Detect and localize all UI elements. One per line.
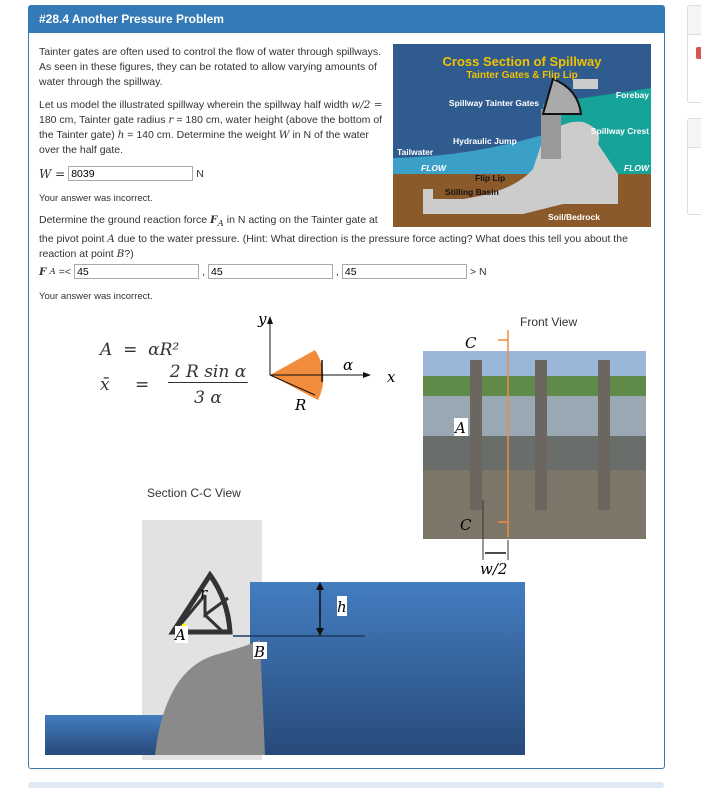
- a-label-front: A: [455, 419, 466, 437]
- radius-label: R: [295, 396, 307, 414]
- fa-symbol: F: [39, 265, 47, 278]
- fa-sub: A: [49, 266, 56, 277]
- xbar-label: x̄: [100, 375, 110, 395]
- weight-input[interactable]: [68, 166, 193, 181]
- w2-label: w/2: [480, 560, 508, 578]
- w-label: W =: [39, 166, 66, 181]
- unit-n: N: [196, 167, 204, 180]
- q2-text: Determine the ground reaction force $F_A$ in N acting on the Tainter gate at the pivot point A due to the water pressure. (Hint: What direction is the pressure force acting? What does this tell you about the reaction at point B?): [39, 214, 628, 261]
- jump-label: Hydraulic Jump: [453, 136, 517, 146]
- flow-label-left: FLOW: [421, 163, 447, 173]
- side-panel-1: [687, 5, 701, 103]
- soil-label: Soil/Bedrock: [548, 212, 600, 222]
- b-label: B: [254, 643, 266, 661]
- feedback-incorrect-1: Your answer was incorrect.: [39, 193, 153, 204]
- crest-label: Spillway Crest: [590, 126, 649, 136]
- a-label-section: A: [175, 626, 186, 644]
- c-label-bottom: C: [460, 516, 472, 534]
- x-axis-label: x: [387, 368, 396, 386]
- fa-z-input[interactable]: [342, 264, 467, 279]
- fa-open: =<: [58, 265, 72, 278]
- h-label: h: [337, 598, 347, 616]
- xbar-denominator: 3 α: [194, 388, 222, 408]
- xbar-numerator: 2 R sin α: [169, 362, 247, 382]
- model-text: Let us model the illustrated spillway wherein the spillway half width w/2 = 180 cm, Tainter gate radius r = 180 cm, water height (above the bottom of the Tainter gate) h = 140 cm. Determine the weight W in N of the water over the half gate.: [39, 99, 383, 156]
- fa-close: > N: [469, 265, 487, 278]
- side-panel-2: [687, 118, 701, 215]
- spillway-cross-section-image: [393, 44, 651, 227]
- c-label-top: C: [465, 334, 477, 352]
- spillway-title: Cross Section of Spillway: [442, 54, 602, 69]
- front-view-title: Front View: [520, 315, 578, 329]
- intro-text: Tainter gates are often used to control the flow of water through spillways. As seen in these figures, they can be rotated to allow varying amounts of water through the spillway.: [39, 46, 382, 88]
- alpha-label: α: [343, 356, 354, 374]
- sector-diagram: [255, 310, 415, 420]
- y-axis-label: y: [258, 310, 267, 328]
- problem-title: #28.4 Another Pressure Problem: [29, 6, 664, 33]
- xbar-eq: =: [135, 375, 150, 395]
- area-formula: A = αR²: [100, 340, 180, 360]
- comma: ,: [202, 265, 205, 278]
- gates-label: Spillway Tainter Gates: [448, 98, 539, 108]
- flow-label-right: FLOW: [623, 163, 649, 173]
- fa-x-input[interactable]: [74, 264, 199, 279]
- tailwater-label: Tailwater: [397, 147, 434, 157]
- section-view-diagram: [45, 520, 525, 760]
- problem-text: [39, 45, 391, 206]
- section-view-title: Section C-C View: [147, 486, 241, 500]
- r-label: r: [200, 584, 208, 602]
- basin-label: Stilling Basin: [445, 187, 499, 197]
- comma: ,: [335, 265, 339, 278]
- feedback-incorrect-2: Your answer was incorrect.: [39, 291, 153, 303]
- spillway-subtitle: Tainter Gates & Flip Lip: [466, 70, 578, 81]
- next-panel-edge: [28, 782, 664, 788]
- forebay-label: Forebay: [615, 90, 649, 100]
- fliplip-label: Flip Lip: [475, 173, 506, 183]
- fa-y-input[interactable]: [208, 264, 333, 279]
